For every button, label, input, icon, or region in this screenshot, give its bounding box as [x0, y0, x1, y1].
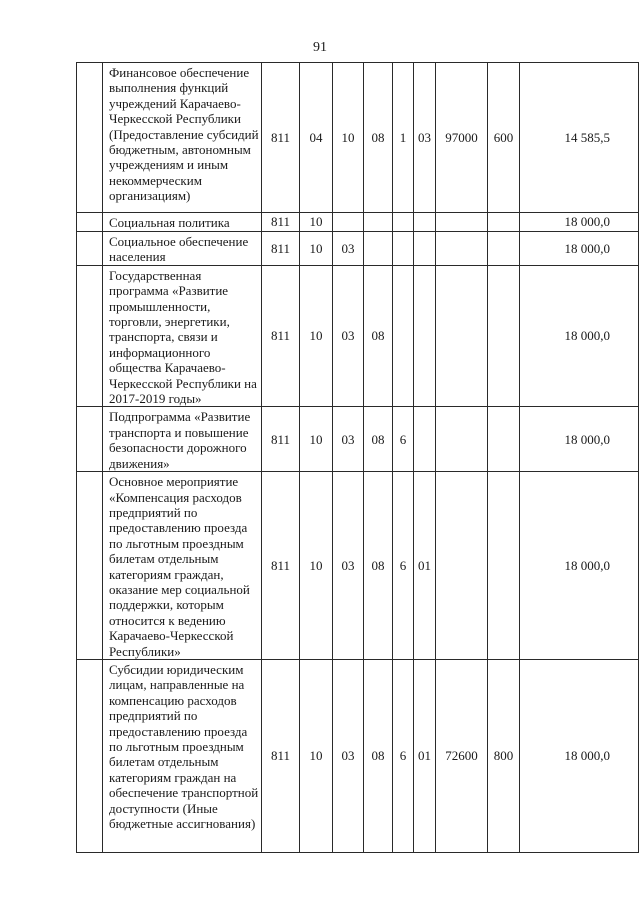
- cell-amount: 18 000,0: [520, 213, 639, 232]
- cell-subprogram: 6: [393, 472, 414, 660]
- row-margin-cell: [77, 213, 103, 232]
- cell-event: 03: [414, 63, 436, 213]
- cell-amount: 18 000,0: [520, 472, 639, 660]
- cell-razdel: 10: [300, 232, 333, 266]
- budget-table: [76, 62, 639, 853]
- cell-direction: [436, 472, 488, 660]
- row-name: Государственная программа «Развитие промышленности, торговли, энергетики, транспорта, связи и информационного общества Карачаево-Черкесской Республики на 2017-2019 годы»: [103, 265, 262, 407]
- cell-direction: 97000: [436, 63, 488, 213]
- row-name: Социальное обеспечение населения: [103, 232, 262, 266]
- cell-direction: 72600: [436, 659, 488, 852]
- cell-event: 01: [414, 659, 436, 852]
- page-number: 91: [313, 40, 327, 55]
- cell-razdel: 10: [300, 407, 333, 472]
- cell-vedomstvo: 811: [262, 63, 300, 213]
- cell-razdel: 10: [300, 213, 333, 232]
- cell-event: [414, 232, 436, 266]
- table-row: [77, 63, 639, 213]
- cell-event: [414, 213, 436, 232]
- cell-vid: [488, 213, 520, 232]
- cell-podrazdel: 10: [333, 63, 364, 213]
- cell-vedomstvo: 811: [262, 659, 300, 852]
- cell-subprogram: 6: [393, 659, 414, 852]
- row-margin-cell: [77, 265, 103, 407]
- cell-direction: [436, 265, 488, 407]
- cell-podrazdel: 03: [333, 472, 364, 660]
- row-name: Финансовое обеспечение выполнения функций учреждений Карачаево-Черкесской Республики (Предоставление субсидий бюджетным, автономным учреждениям и иным некоммерческим организациям): [103, 63, 262, 213]
- cell-vedomstvo: 811: [262, 213, 300, 232]
- cell-program: 08: [364, 659, 393, 852]
- cell-vedomstvo: 811: [262, 265, 300, 407]
- cell-razdel: 04: [300, 63, 333, 213]
- cell-subprogram: 1: [393, 63, 414, 213]
- cell-podrazdel: 03: [333, 407, 364, 472]
- table-row: [77, 232, 639, 266]
- cell-amount: 14 585,5: [520, 63, 639, 213]
- cell-subprogram: 6: [393, 407, 414, 472]
- cell-vid: [488, 232, 520, 266]
- cell-event: 01: [414, 472, 436, 660]
- cell-program: [364, 232, 393, 266]
- cell-program: [364, 213, 393, 232]
- cell-program: 08: [364, 265, 393, 407]
- row-margin-cell: [77, 472, 103, 660]
- cell-event: [414, 407, 436, 472]
- cell-vid: [488, 265, 520, 407]
- table-row: [77, 659, 639, 852]
- cell-program: 08: [364, 472, 393, 660]
- cell-subprogram: [393, 232, 414, 266]
- cell-subprogram: [393, 213, 414, 232]
- cell-vedomstvo: 811: [262, 232, 300, 266]
- row-name: Субсидии юридическим лицам, направленные на компенсацию расходов предприятий по предоставлению проезда по льготным проездным билетам отдельным категориям граждан на обеспечение транспортной доступности (Иные бюджетные ассигнования): [103, 659, 262, 852]
- cell-event: [414, 265, 436, 407]
- cell-podrazdel: 03: [333, 232, 364, 266]
- row-margin-cell: [77, 232, 103, 266]
- cell-subprogram: [393, 265, 414, 407]
- cell-vid: 800: [488, 659, 520, 852]
- table-row: [77, 407, 639, 472]
- table-row: [77, 213, 639, 232]
- cell-podrazdel: 03: [333, 659, 364, 852]
- cell-amount: 18 000,0: [520, 407, 639, 472]
- cell-razdel: 10: [300, 659, 333, 852]
- cell-amount: 18 000,0: [520, 659, 639, 852]
- cell-direction: [436, 213, 488, 232]
- cell-program: 08: [364, 407, 393, 472]
- cell-direction: [436, 407, 488, 472]
- row-margin-cell: [77, 407, 103, 472]
- cell-program: 08: [364, 63, 393, 213]
- row-name: Социальная политика: [103, 213, 262, 232]
- table-row: [77, 472, 639, 660]
- cell-vedomstvo: 811: [262, 407, 300, 472]
- row-name: Подпрограмма «Развитие транспорта и повышение безопасности дорожного движения»: [103, 407, 262, 472]
- cell-amount: 18 000,0: [520, 232, 639, 266]
- cell-podrazdel: [333, 213, 364, 232]
- cell-razdel: 10: [300, 265, 333, 407]
- row-name: Основное мероприятие «Компенсация расходов предприятий по предоставлению проезда по льготным проездным билетам отдельным категориям граждан, оказание мер социальной поддержки, которым относится к ведению Карачаево-Черкесской Республики»: [103, 472, 262, 660]
- cell-direction: [436, 232, 488, 266]
- row-margin-cell: [77, 659, 103, 852]
- row-margin-cell: [77, 63, 103, 213]
- cell-vid: [488, 407, 520, 472]
- cell-podrazdel: 03: [333, 265, 364, 407]
- cell-vedomstvo: 811: [262, 472, 300, 660]
- cell-razdel: 10: [300, 472, 333, 660]
- cell-vid: 600: [488, 63, 520, 213]
- table-row: [77, 265, 639, 407]
- cell-vid: [488, 472, 520, 660]
- cell-amount: 18 000,0: [520, 265, 639, 407]
